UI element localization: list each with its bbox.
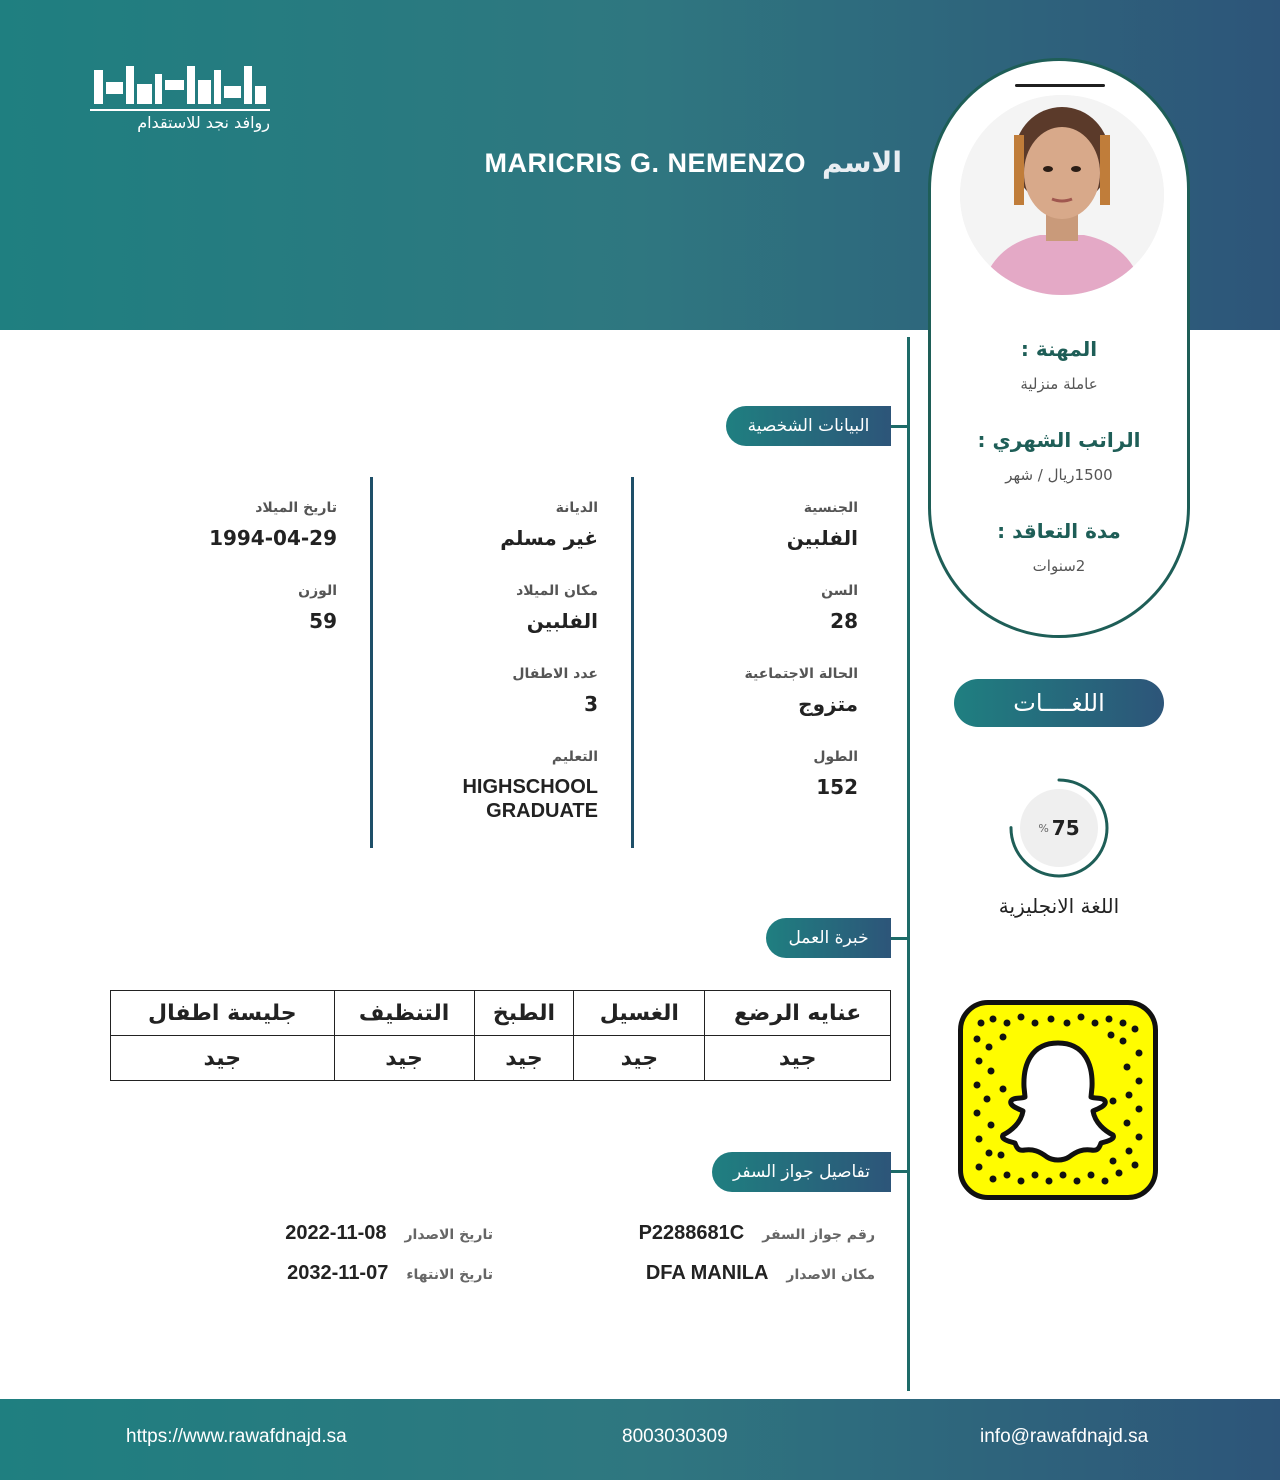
passport-number-value: P2288681C bbox=[638, 1222, 745, 1244]
field-label: السن bbox=[821, 583, 858, 599]
skill-rating: جيد bbox=[334, 1036, 474, 1081]
section-tick bbox=[891, 1170, 909, 1173]
snapcode[interactable] bbox=[958, 1000, 1158, 1200]
candidate-photo bbox=[960, 95, 1164, 295]
field-children bbox=[398, 666, 598, 716]
skill-header: الغسيل bbox=[574, 991, 705, 1036]
field-birthplace bbox=[398, 583, 598, 633]
field-label: تاريخ الميلاد bbox=[255, 500, 337, 516]
field-nationality bbox=[658, 500, 858, 550]
salary-value: 1500ريال / شهر bbox=[1005, 466, 1113, 484]
table-row bbox=[111, 991, 891, 1036]
skill-rating: جيد bbox=[111, 1036, 335, 1081]
skill-header: جليسة اطفال bbox=[111, 991, 335, 1036]
field-value: 59 bbox=[309, 609, 337, 633]
section-tick bbox=[891, 937, 909, 940]
issue-date-value: 2022-11-08 bbox=[285, 1222, 387, 1244]
skill-header: عنايه الرضع bbox=[705, 991, 891, 1036]
field-label: الديانة bbox=[555, 500, 598, 516]
timeline-divider bbox=[907, 337, 910, 1391]
contract-value: 2سنوات bbox=[1032, 557, 1086, 575]
field-value: الفلبين bbox=[526, 609, 598, 633]
field-value: 28 bbox=[830, 609, 858, 633]
section-languages-title: اللغــــات bbox=[954, 679, 1164, 727]
field-label: الجنسية bbox=[803, 500, 858, 516]
issue-place-value: DFA MANILA bbox=[645, 1262, 769, 1284]
field-height bbox=[658, 749, 858, 799]
footer-phone[interactable]: 8003030309 bbox=[622, 1426, 728, 1447]
passport-number-label: رقم جواز السفر bbox=[762, 1227, 875, 1243]
field-marital-status bbox=[658, 666, 858, 716]
passport-expiry bbox=[287, 1262, 493, 1285]
column-separator bbox=[631, 477, 634, 848]
passport-issue-place bbox=[646, 1262, 875, 1285]
field-birthdate bbox=[137, 500, 337, 550]
profile-card bbox=[928, 58, 1190, 638]
column-separator bbox=[370, 477, 373, 848]
passport-number bbox=[639, 1222, 875, 1245]
footer-website-link[interactable]: https://www.rawafdnajd.sa bbox=[126, 1426, 347, 1447]
english-level-gauge bbox=[1008, 777, 1110, 879]
field-label: عدد الاطفال bbox=[512, 666, 598, 682]
skill-rating: جيد bbox=[474, 1036, 574, 1081]
salary-label: الراتب الشهري : bbox=[977, 428, 1141, 452]
field-label: مكان الميلاد bbox=[516, 583, 598, 599]
logo-rule bbox=[90, 109, 270, 111]
skills-table bbox=[110, 990, 891, 1081]
contract-block bbox=[931, 519, 1187, 575]
brand-name: روافد نجد للاستقدام bbox=[137, 113, 270, 132]
field-label: التعليم bbox=[551, 749, 598, 765]
section-tick bbox=[891, 425, 909, 428]
snapchat-ghost-icon bbox=[963, 1005, 1153, 1195]
field-label: الحالة الاجتماعية bbox=[744, 666, 858, 682]
gauge-unit: % bbox=[1038, 821, 1049, 835]
name-value: MARICRIS G. NEMENZO bbox=[484, 148, 807, 178]
contract-label: مدة التعاقد : bbox=[997, 519, 1121, 543]
table-row bbox=[111, 1036, 891, 1081]
field-value: الفلبين bbox=[786, 526, 858, 550]
field-value: 3 bbox=[584, 692, 598, 716]
gauge-percent: 75 bbox=[1051, 816, 1080, 840]
skill-rating: جيد bbox=[705, 1036, 891, 1081]
photo-top-line bbox=[1015, 84, 1105, 87]
expiry-value: 2032-11-07 bbox=[287, 1262, 389, 1284]
name-label: الاسم bbox=[822, 146, 902, 179]
issue-place-label: مكان الاصدار bbox=[786, 1267, 875, 1283]
field-religion bbox=[398, 500, 598, 550]
field-label: الوزن bbox=[298, 583, 337, 599]
issue-date-label: تاريخ الاصدار bbox=[404, 1227, 493, 1243]
field-value: HIGHSCHOOL GRADUATE bbox=[462, 776, 598, 822]
field-education bbox=[398, 749, 598, 823]
section-passport-title: تفاصيل جواز السفر bbox=[712, 1152, 891, 1192]
field-value: غير مسلم bbox=[500, 526, 598, 550]
skill-header: التنظيف bbox=[334, 991, 474, 1036]
language-name: اللغة الانجليزية bbox=[998, 894, 1120, 918]
occupation-value: عاملة منزلية bbox=[1020, 375, 1098, 393]
company-logo bbox=[90, 58, 270, 138]
occupation-label: المهنة : bbox=[1020, 337, 1098, 361]
skill-rating: جيد bbox=[574, 1036, 705, 1081]
logo-mark-icon bbox=[94, 62, 266, 104]
section-experience-title: خبرة العمل bbox=[766, 918, 891, 958]
field-label: الطول bbox=[813, 749, 858, 765]
section-personal-title: البيانات الشخصية bbox=[726, 406, 891, 446]
expiry-label: تاريخ الانتهاء bbox=[406, 1267, 493, 1283]
gauge-center bbox=[1020, 789, 1098, 867]
skill-header: الطبخ bbox=[474, 991, 574, 1036]
field-weight bbox=[137, 583, 337, 633]
passport-issue-date bbox=[285, 1222, 493, 1245]
field-value: 1994-04-29 bbox=[209, 526, 337, 550]
candidate-name bbox=[485, 146, 902, 182]
field-value: 152 bbox=[816, 775, 858, 799]
footer-email-link[interactable]: info@rawafdnajd.sa bbox=[980, 1426, 1149, 1447]
occupation-block bbox=[931, 337, 1187, 393]
field-value: متزوج bbox=[798, 692, 858, 716]
field-age bbox=[658, 583, 858, 633]
salary-block bbox=[931, 428, 1187, 484]
